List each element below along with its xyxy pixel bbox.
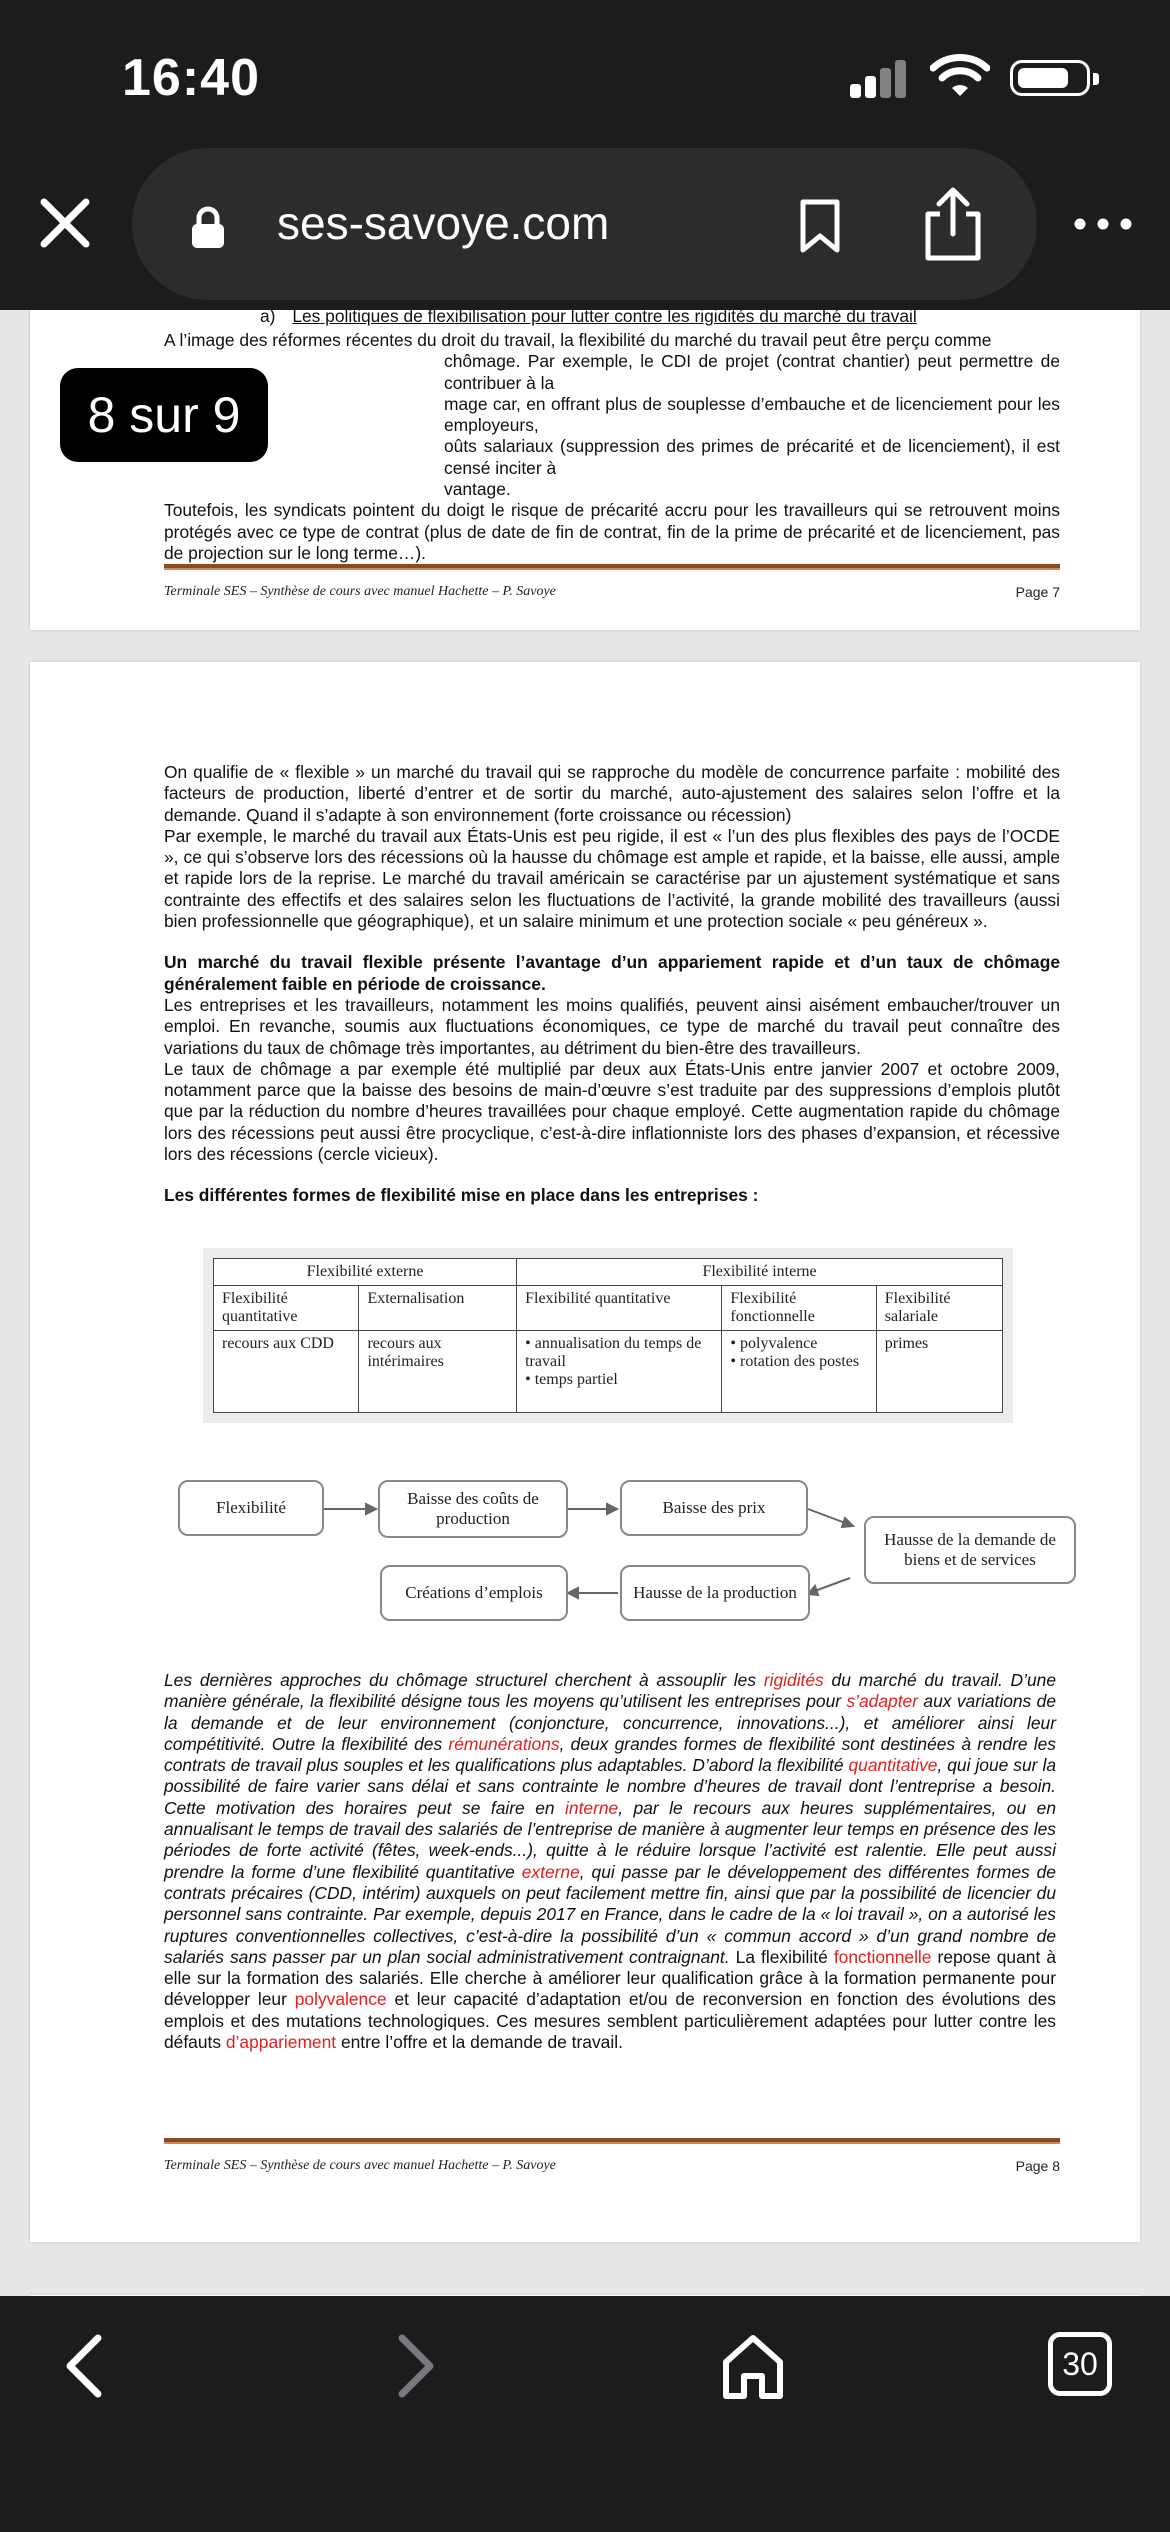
page8-structural-unemployment-paragraph xyxy=(164,1670,1056,2053)
footer-rule xyxy=(164,2138,1060,2144)
footer-title: Terminale SES – Synthèse de cours avec manuel Hachette – P. Savoye xyxy=(164,2158,556,2173)
text-line: mage car, en offrant plus de souplesse d’embauche et de licenciement pour les employeurs, xyxy=(444,393,1060,436)
text-run: Les dernières approches du chômage structurel cherchent à assouplir les xyxy=(164,1670,764,1690)
text-line: oûts salariaux (suppression des primes de précarité et de licenciement), il est censé inciter à xyxy=(444,436,1060,478)
tabs-button[interactable]: 30 xyxy=(1048,2332,1112,2396)
cellular-signal-icon xyxy=(850,58,910,98)
table-cell: recours aux CDD xyxy=(214,1331,359,1413)
page7-paragraph xyxy=(164,330,1060,564)
text-run: entre l’offre et la demande de travail. xyxy=(336,2032,623,2053)
section-heading xyxy=(164,310,1060,327)
forward-arrow-icon[interactable] xyxy=(392,2330,440,2402)
bookmark-icon[interactable] xyxy=(795,198,845,254)
home-icon[interactable] xyxy=(720,2330,786,2402)
lock-icon xyxy=(190,205,226,249)
share-icon[interactable] xyxy=(920,186,986,262)
highlight-term: rigidités xyxy=(763,1670,824,1690)
highlight-term: interne xyxy=(565,1797,619,1818)
footer-title: Terminale SES – Synthèse de cours avec manuel Hachette – P. Savoye xyxy=(164,584,556,599)
diagram-node-hausse-production: Hausse de la production xyxy=(620,1565,810,1621)
footer-page-number: Page 8 xyxy=(1015,2158,1060,2174)
diagram-node-baisse-prix: Baisse des prix xyxy=(620,1480,808,1536)
back-arrow-icon[interactable] xyxy=(60,2330,108,2402)
paragraph: Le taux de chômage a par exemple été multiplié par deux aux États-Unis entre janvier 2007 et octobre 2009, notamment parce que la baisse des besoins de main-d’œuvre s’est traduite par des suppressions d’emplois plutôt que par la réduction du nombre d’heures travaillées pour chaque employé. Cette augmentation rapide du chômage lors des récessions peut aussi être procyclique, c’est-à-dire inflationniste lors des phases d’expansion, et récessive lors des récessions (cercle vicieux). xyxy=(164,1058,1060,1165)
paragraph: Par exemple, le marché du travail aux États-Unis est peu rigide, il est « l’un des plus flexibles des pays de l’OCDE », ce qui s’observe lors des récessions où la hausse du chômage est ample et rapide, et la baisse, elle aussi, ample et rapide lors de la reprise. Le marché du travail américain se caractérise par un ajustement systématique et sans contrainte des effectifs et des salaires selon les fluctuations de l’activité, la grande mobilité des travailleurs (aussi bien professionnelle que géographique), et un salaire minimum et une protection sociale « peu généreux ». xyxy=(164,825,1060,932)
page-footer xyxy=(164,584,1060,600)
table-bullet: annualisation du temps de travail xyxy=(525,1335,702,1370)
page-indicator: 8 sur 9 xyxy=(60,368,268,462)
diagram-node-flexibilite: Flexibilité xyxy=(178,1480,324,1536)
url-text[interactable]: ses-savoye.com xyxy=(277,197,610,249)
table-cell: recours aux intérimaires xyxy=(359,1331,517,1413)
text-line: chômage. Par exemple, le CDI de projet (contrat chantier) peut permettre de contribuer à la xyxy=(444,351,1060,393)
text-line: Toutefois, les syndicats pointent du doigt le risque de précarité accru pour les travailleurs qui se retrouvent moins protégés avec ce type de contrat (plus de date de fin de contrat, fin de la prime de précarité et de licenciement, pas de projection sur le long terme…). xyxy=(164,500,1060,563)
heading-text: Les politiques de flexibilisation pour lutter contre les rigidités du marché du travail xyxy=(292,310,917,326)
highlight-term: d’appariement xyxy=(225,2032,337,2053)
text-run: du marché du travail. D’une manière générale, la flexibilité désigne tous les moyens qu’utilisent les entreprises pour xyxy=(164,1670,1056,1712)
wifi-icon xyxy=(930,54,990,98)
table-header-cell: Flexibilité quantitative xyxy=(214,1286,359,1331)
status-time: 16:40 xyxy=(122,49,260,107)
flexibility-table xyxy=(213,1258,1003,1413)
table-header-cell: Flexibilité salariale xyxy=(876,1286,1002,1331)
diagram-node-baisse-couts: Baisse des coûts de production xyxy=(378,1480,568,1538)
paragraph: Les entreprises et les travailleurs, notamment les moins qualifiés, peuvent ainsi aisément embaucher/trouver un emploi. En revanche, soumis aux fluctuations économiques, ce type de marché du travail peut connaître des variations du taux de chômage très importantes, au détriment du bien-être des travailleurs. xyxy=(164,994,1060,1058)
highlight-term: fonctionnelle xyxy=(833,1946,932,1967)
table-group-header: Flexibilité externe xyxy=(214,1259,517,1286)
browser-bottom-bar xyxy=(0,2296,1170,2532)
highlight-term: s’adapter xyxy=(846,1691,918,1712)
text-run: et leur capacité d’adaptation et/ou de reconversion en fonction des évolutions des emplois et des mutations technologiques. Ces mesures semblent particulièrement adaptées pour lutter contre les défauts xyxy=(164,1989,1057,2053)
paragraph: Un marché du travail flexible présente l’avantage d’un appariement rapide et d’un taux de chômage généralement faible en période de croissance. xyxy=(164,952,1060,994)
close-icon[interactable] xyxy=(30,188,100,258)
table-bullet: rotation des postes xyxy=(740,1353,860,1370)
highlight-term: polyvalence xyxy=(294,1989,387,2010)
table-bullet: polyvalence xyxy=(740,1335,818,1352)
heading-item: a) xyxy=(260,310,276,326)
text-run: aux variations de la demande et de leur environnement (conjoncture, concurrence, innovations...), et améliorer ainsi leur compétitivité. Outre la flexibilité des xyxy=(164,1691,1056,1754)
table-header-cell: Externalisation xyxy=(359,1286,517,1331)
highlight-term: rémunérations xyxy=(448,1733,560,1754)
text-run: , qui joue sur la possibilité de faire varier sans délai et sans contrainte le nombre d’heures de travail dont l’entreprise a besoin. Cette motivation des horaires peut se faire en xyxy=(164,1755,1056,1818)
table-bullet: temps partiel xyxy=(534,1371,618,1388)
diagram-node-creations-emplois: Créations d’emplois xyxy=(380,1565,568,1621)
table-header-cell: Flexibilité quantitative xyxy=(517,1286,722,1331)
highlight-term: quantitative xyxy=(848,1755,938,1776)
pdf-viewer[interactable] xyxy=(0,310,1170,2296)
footer-rule xyxy=(164,564,1060,570)
battery-icon xyxy=(1010,60,1090,96)
text-run: , par le recours aux heures supplémentaires, ou en annualisant le temps de travail des salariés de l’entreprise de manière à augmenter leur temps en présence des les périodes de forte activité (fêtes, week-ends...), quitte à le réduire lorsque l’activité est ralentie. Elle peut aussi prendre la forme d’une flexibilité quantitative xyxy=(164,1797,1056,1882)
text-run: La flexibilité xyxy=(729,1946,834,1967)
footer-page-number: Page 7 xyxy=(1015,584,1060,600)
table-cell: • polyvalence • rotation des postes xyxy=(722,1331,876,1413)
page-footer xyxy=(164,2158,1060,2174)
text-run: , qui passe par le développement des différentes formes de contrats précaires (CDD, intérim) auxquels on peut facilement mettre fin, ainsi que par la possibilité de licencier du personnel sans contrainte. Par exemple, depuis 2017 en France, dans le cadre de la « loi travail », on a autorisé les ruptures conventionnelles collectives, c’est-à-dire la possibilité d’un « commun accord » d’un grand nombre de salariés sans passer par un plan social administrativement contraignant. xyxy=(164,1861,1056,1967)
text-line: A l’image des réformes récentes du droit du travail, la flexibilité du marché du travail peut être perçu comme xyxy=(164,330,992,350)
more-icon[interactable] xyxy=(1070,212,1136,236)
text-line: vantage. xyxy=(444,479,511,500)
page8-intro xyxy=(164,762,1060,1207)
table-cell: primes xyxy=(876,1331,1002,1413)
text-run: repose quant à elle sur la formation des salariés. Elle cherche à améliorer leur qualification grâce à la formation permanente pour développer leur xyxy=(164,1946,1056,2010)
table-header-cell: Flexibilité fonctionnelle xyxy=(722,1286,876,1331)
diagram-node-hausse-demande: Hausse de la demande de biens et de services xyxy=(864,1516,1076,1584)
table-cell: • annualisation du temps de travail • temps partiel xyxy=(517,1331,722,1413)
table-group-header: Flexibilité interne xyxy=(517,1259,1003,1286)
status-bar xyxy=(0,0,1170,150)
highlight-term: externe xyxy=(521,1861,580,1882)
text-run: , deux grandes formes de flexibilité sont destinées à rendre les contrats de travail plus souples et les qualifications plus adaptables. D’abord la flexibilité xyxy=(164,1733,1056,1776)
pdf-page-7 xyxy=(30,310,1140,630)
table-title: Les différentes formes de flexibilité mise en place dans les entreprises : xyxy=(164,1185,759,1206)
paragraph: On qualifie de « flexible » un marché du travail qui se rapproche du modèle de concurrence parfaite : mobilité des facteurs de production, liberté d’entrer et de sortir du marché, auto-ajustement des salaires selon l’offre et la demande. Quand il s’adapte à son environnement (forte croissance ou récession) xyxy=(164,762,1060,825)
